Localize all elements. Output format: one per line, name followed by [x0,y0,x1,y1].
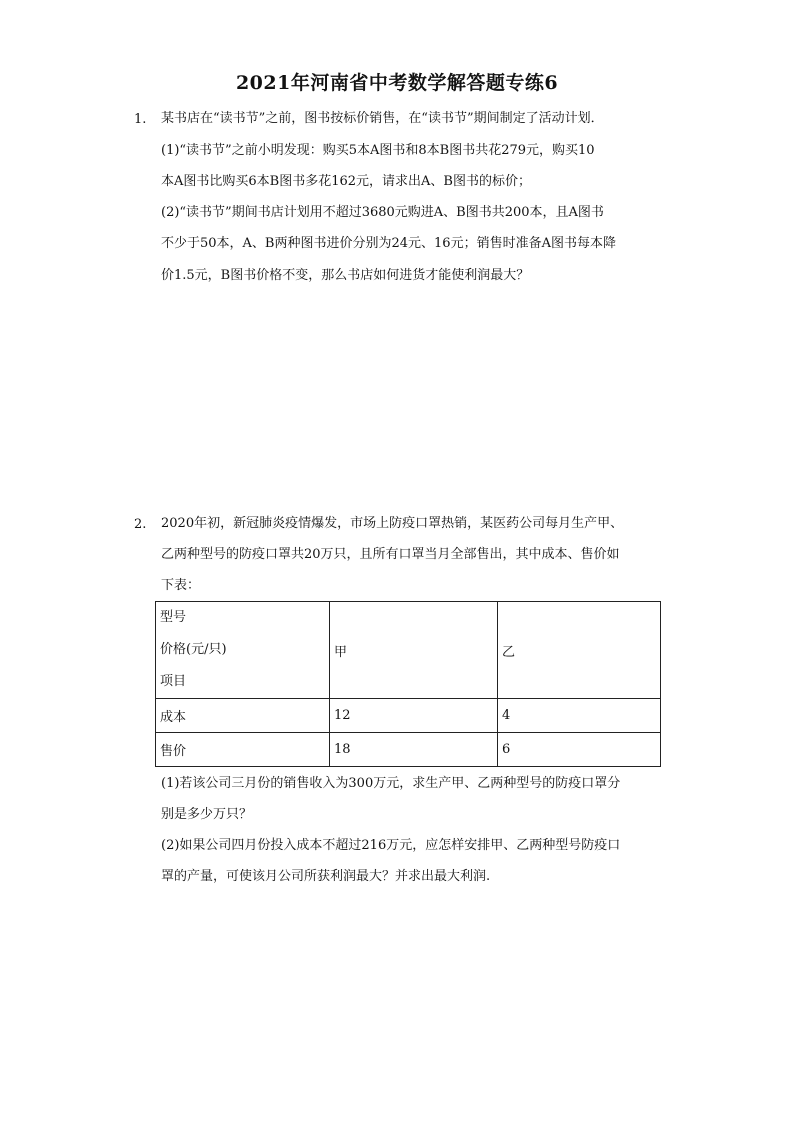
question-text-line: 价1.5元，B图书价格不变，那么书店如何进货才能使利润最大？ [161,268,530,283]
table-cell: 6 [498,733,661,767]
table-cell: 12 [330,699,498,733]
table-column-header: 甲 [330,602,498,699]
table-corner-cell [156,602,330,699]
question-text-line: 下表： [161,578,201,593]
table-header-label: 项目 [160,674,187,689]
question-number: 2. [134,517,147,532]
question-text-line: (2)“读书节”期间书店计划用不超过3680元购进A、B图书共200本，且A图书 [161,205,604,220]
table-row-label: 售价 [156,733,330,767]
price-table [155,601,661,767]
question-text-line: 2020年初，新冠肺炎疫情爆发，市场上防疫口罩热销，某医药公司每月生产甲、 [161,516,624,531]
question-text-line: 别是多少万只？ [161,807,253,822]
table-header-row [156,602,661,699]
question-text-line: (1)“读书节”之前小明发现：购买5本A图书和8本B图书共花279元，购买10 [161,143,595,158]
table-cell: 4 [498,699,661,733]
question-text-line: (1)若该公司三月份的销售收入为300万元，求生产甲、乙两种型号的防疫口罩分 [161,776,621,791]
table-row-label: 成本 [156,699,330,733]
table-header-label: 型号 [160,610,187,625]
question-number: 1. [134,112,147,127]
question-text-line: 乙两种型号的防疫口罩共20万只，且所有口罩当月全部售出，其中成本、售价如 [161,547,620,562]
table-cell: 18 [330,733,498,767]
table-header-label: 价格(元/只) [160,642,227,657]
table-row [156,699,661,733]
question-text-line: (2)如果公司四月份投入成本不超过216万元，应怎样安排甲、乙两种型号防疫口 [161,838,621,853]
question-text-line: 某书店在“读书节”之前，图书按标价销售，在“读书节”期间制定了活动计划． [161,111,604,126]
question-text-line: 本A图书比购买6本B图书多花162元，请求出A、B图书的标价； [161,174,531,189]
page-title: 2021年河南省中考数学解答题专练6 [235,72,559,94]
table-row [156,733,661,767]
table-column-header: 乙 [498,602,661,699]
question-text-line: 不少于50本，A、B两种图书进价分别为24元、16元；销售时准备A图书每本降 [161,236,616,251]
question-text-line: 罩的产量，可使该月公司所获利润最大？并求出最大利润. [161,869,491,884]
